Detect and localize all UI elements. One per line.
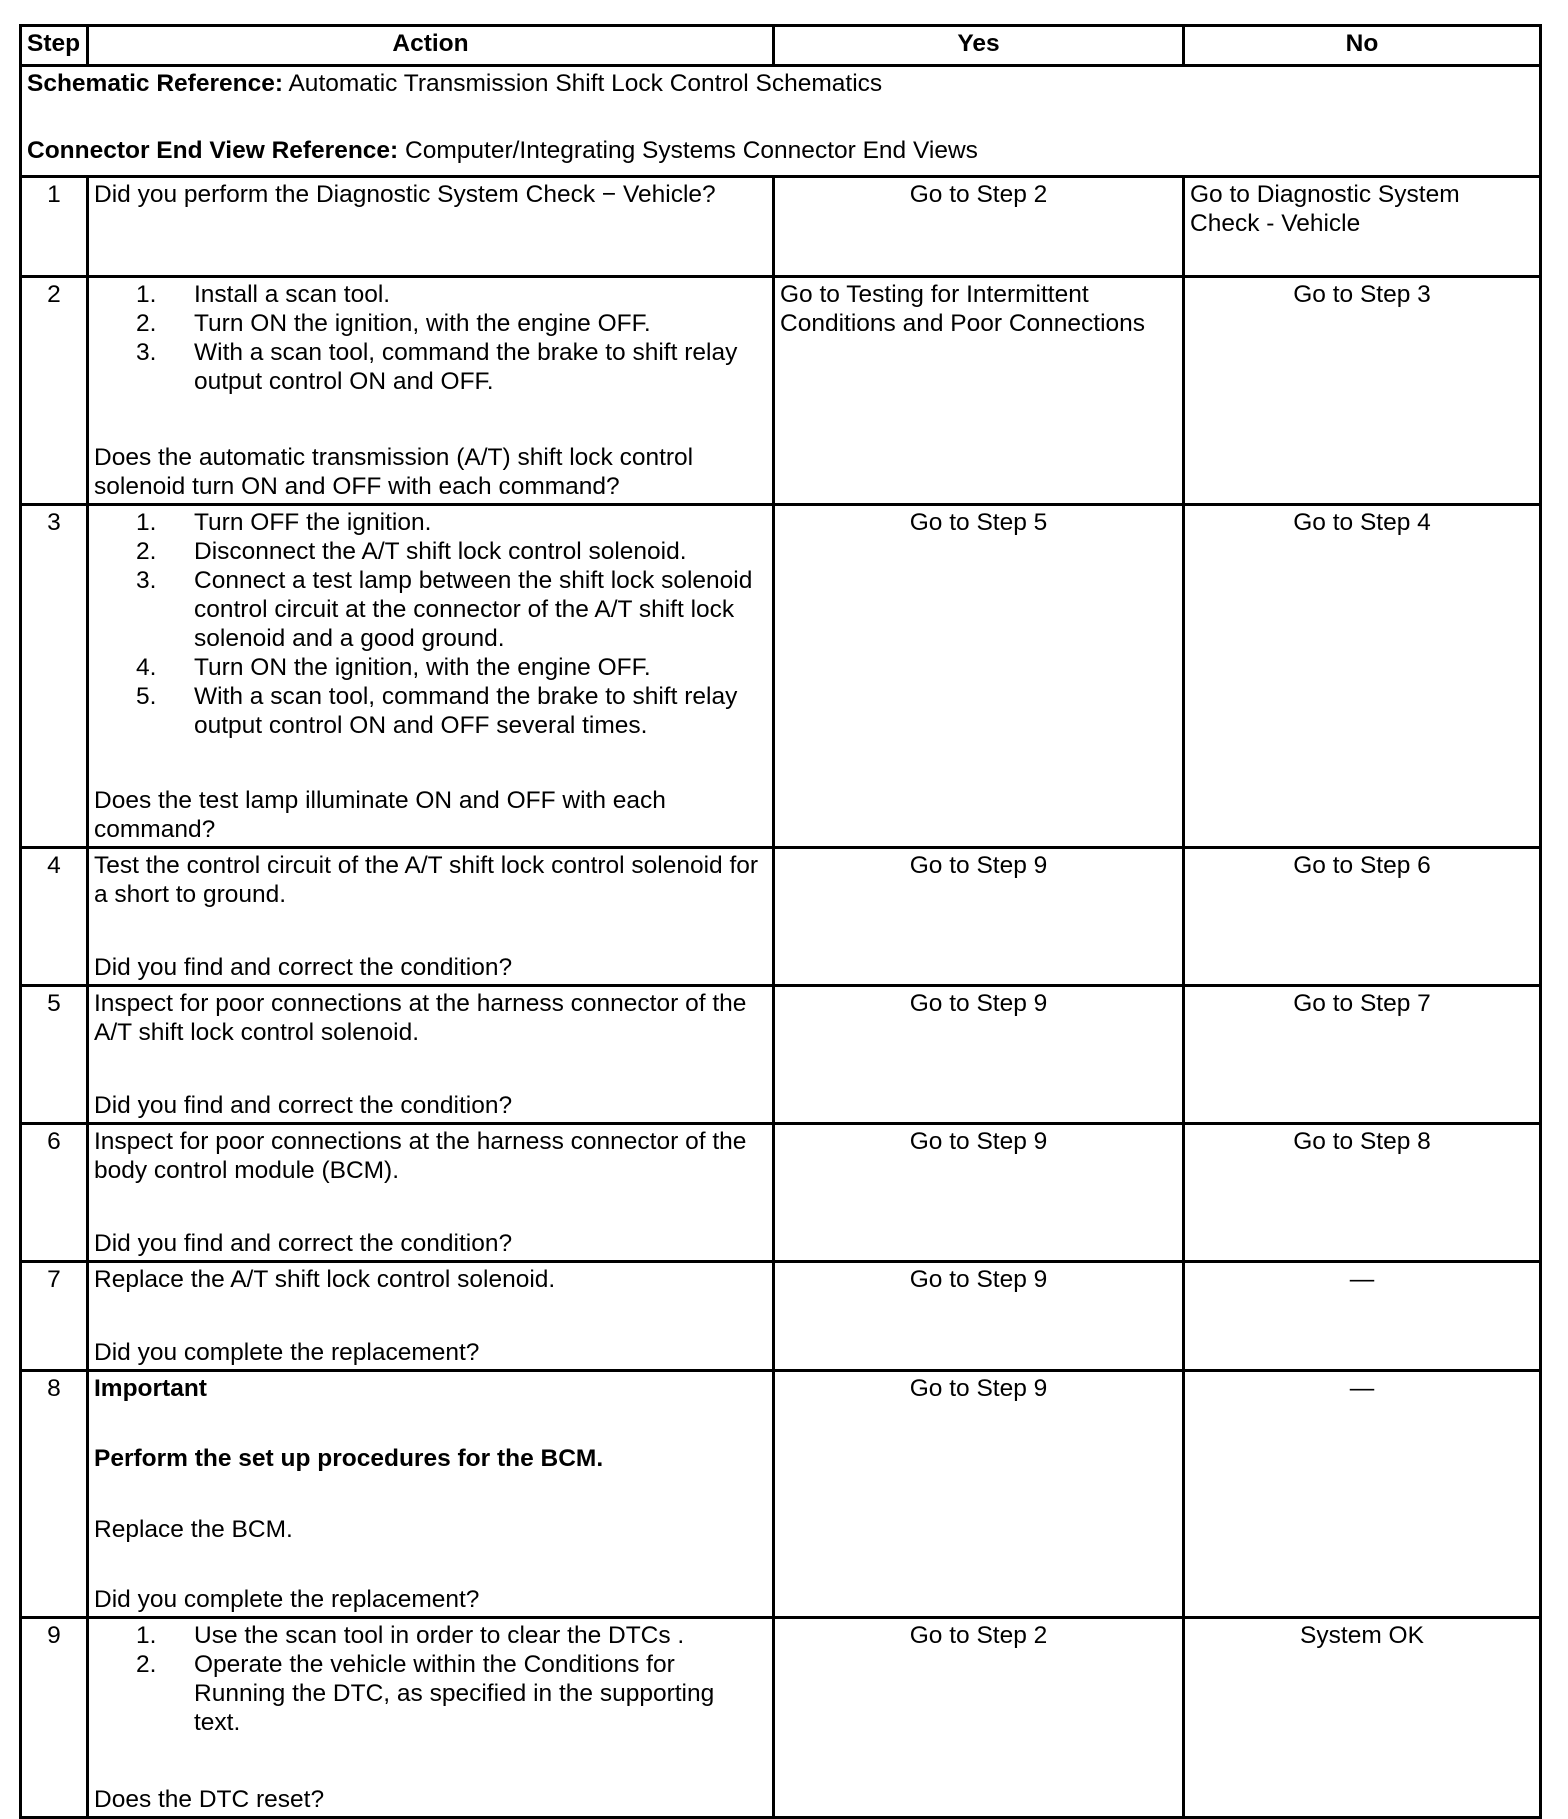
important-heading: Important xyxy=(94,1375,207,1402)
step-number: 9 xyxy=(21,1618,88,1818)
schematic-reference xyxy=(27,69,1534,98)
table-row xyxy=(21,277,1541,505)
header-row xyxy=(21,26,1541,66)
action-question: Did you find and correct the condition? xyxy=(94,1230,513,1257)
yes-cell[interactable]: Go to Step 5 xyxy=(774,505,1184,848)
action-step-item: Disconnect the A/T shift lock control solenoid. xyxy=(194,538,687,565)
yes-cell[interactable]: Go to Step 9 xyxy=(774,1124,1184,1262)
reference-row xyxy=(21,66,1541,177)
action-steps xyxy=(94,508,767,740)
action-text: Inspect for poor connections at the harness connector of the A/T shift lock control solenoid. xyxy=(94,990,747,1046)
yes-cell[interactable]: Go to Step 9 xyxy=(774,1371,1184,1618)
action-text: Test the control circuit of the A/T shift lock control solenoid for a short to ground. xyxy=(94,852,759,908)
no-cell[interactable]: Go to Step 7 xyxy=(1184,986,1541,1124)
step-number: 6 xyxy=(21,1124,88,1262)
no-cell[interactable]: Go to Diagnostic System Check - Vehicle xyxy=(1184,177,1541,277)
step-number: 4 xyxy=(21,848,88,986)
action-question: Does the automatic transmission (A/T) shift lock control solenoid turn ON and OFF with each command? xyxy=(94,444,694,500)
no-cell[interactable]: Go to Step 6 xyxy=(1184,848,1541,986)
table-row xyxy=(21,1371,1541,1618)
connector-reference-link[interactable]: Computer/Integrating Systems Connector End Views xyxy=(398,137,978,164)
step-number: 8 xyxy=(21,1371,88,1618)
action-question: Did you find and correct the condition? xyxy=(94,1092,513,1119)
schematic-reference-link[interactable]: Automatic Transmission Shift Lock Control Schematics xyxy=(283,70,883,97)
yes-cell[interactable]: Go to Step 2 xyxy=(774,1618,1184,1818)
action-step-item: Install a scan tool. xyxy=(194,281,391,308)
connector-reference-label: Connector End View Reference: xyxy=(27,137,399,164)
action-question: Did you complete the replacement? xyxy=(94,1339,480,1366)
connector-reference xyxy=(27,136,1534,165)
step-number: 1 xyxy=(21,177,88,277)
yes-cell[interactable]: Go to Step 9 xyxy=(774,986,1184,1124)
table-row xyxy=(21,177,1541,277)
action-step-item: Connect a test lamp between the shift lock solenoid control circuit at the connector of the A/T shift lock solenoid and a good ground. xyxy=(194,567,753,652)
action-steps xyxy=(94,1621,767,1737)
action-step-item: Operate the vehicle within the Conditions for Running the DTC, as specified in the supporting text. xyxy=(194,1651,715,1736)
reference-cell xyxy=(21,66,1541,177)
action-step-item: Turn OFF the ignition. xyxy=(194,509,432,536)
yes-cell[interactable]: Go to Step 9 xyxy=(774,1262,1184,1371)
table-row xyxy=(21,1124,1541,1262)
table-row xyxy=(21,1262,1541,1371)
header-no: No xyxy=(1184,26,1541,66)
no-cell[interactable]: Go to Step 4 xyxy=(1184,505,1541,848)
action-text: Replace the A/T shift lock control solenoid. xyxy=(94,1266,556,1293)
no-cell: System OK xyxy=(1184,1618,1541,1818)
action-question: Did you perform the Diagnostic System Check − Vehicle? xyxy=(94,181,716,208)
action-text: Inspect for poor connections at the harness connector of the body control module (BCM). xyxy=(94,1128,747,1184)
action-question: Does the DTC reset? xyxy=(94,1786,325,1813)
no-cell[interactable]: Go to Step 8 xyxy=(1184,1124,1541,1262)
action-step-item: With a scan tool, command the brake to shift relay output control ON and OFF several times. xyxy=(194,683,738,739)
step-number: 7 xyxy=(21,1262,88,1371)
action-step-item: Turn ON the ignition, with the engine OFF. xyxy=(194,654,651,681)
diagnostic-table xyxy=(19,24,1542,1819)
table-row xyxy=(21,848,1541,986)
action-cell xyxy=(88,1262,774,1371)
no-cell: — xyxy=(1184,1262,1541,1371)
action-cell xyxy=(88,986,774,1124)
yes-cell[interactable]: Go to Step 2 xyxy=(774,177,1184,277)
action-cell xyxy=(88,1618,774,1818)
schematic-reference-label: Schematic Reference: xyxy=(27,70,284,97)
action-step-item: Turn ON the ignition, with the engine OFF. xyxy=(194,310,651,337)
action-cell xyxy=(88,1371,774,1618)
action-question: Did you find and correct the condition? xyxy=(94,954,513,981)
action-step-item: With a scan tool, command the brake to shift relay output control ON and OFF. xyxy=(194,339,738,395)
action-cell xyxy=(88,848,774,986)
action-cell xyxy=(88,177,774,277)
table-row xyxy=(21,505,1541,848)
step-number: 2 xyxy=(21,277,88,505)
yes-cell[interactable]: Go to Testing for Intermittent Conditions and Poor Connections xyxy=(774,277,1184,505)
table-row xyxy=(21,986,1541,1124)
action-question: Did you complete the replacement? xyxy=(94,1585,480,1613)
action-cell xyxy=(88,505,774,848)
action-cell xyxy=(88,277,774,505)
yes-cell[interactable]: Go to Step 9 xyxy=(774,848,1184,986)
header-step: Step xyxy=(21,26,88,66)
header-action: Action xyxy=(88,26,774,66)
step-number: 3 xyxy=(21,505,88,848)
action-steps xyxy=(94,280,767,396)
table-row xyxy=(21,1618,1541,1818)
action-question: Does the test lamp illuminate ON and OFF with each command? xyxy=(94,787,666,843)
action-step-item: Use the scan tool in order to clear the DTCs . xyxy=(194,1622,685,1649)
action-text: Replace the BCM. xyxy=(94,1515,293,1543)
no-cell[interactable]: Go to Step 3 xyxy=(1184,277,1541,505)
step-number: 5 xyxy=(21,986,88,1124)
header-yes: Yes xyxy=(774,26,1184,66)
important-text: Perform the set up procedures for the BCM. xyxy=(94,1445,604,1473)
action-cell xyxy=(88,1124,774,1262)
no-cell: — xyxy=(1184,1371,1541,1618)
